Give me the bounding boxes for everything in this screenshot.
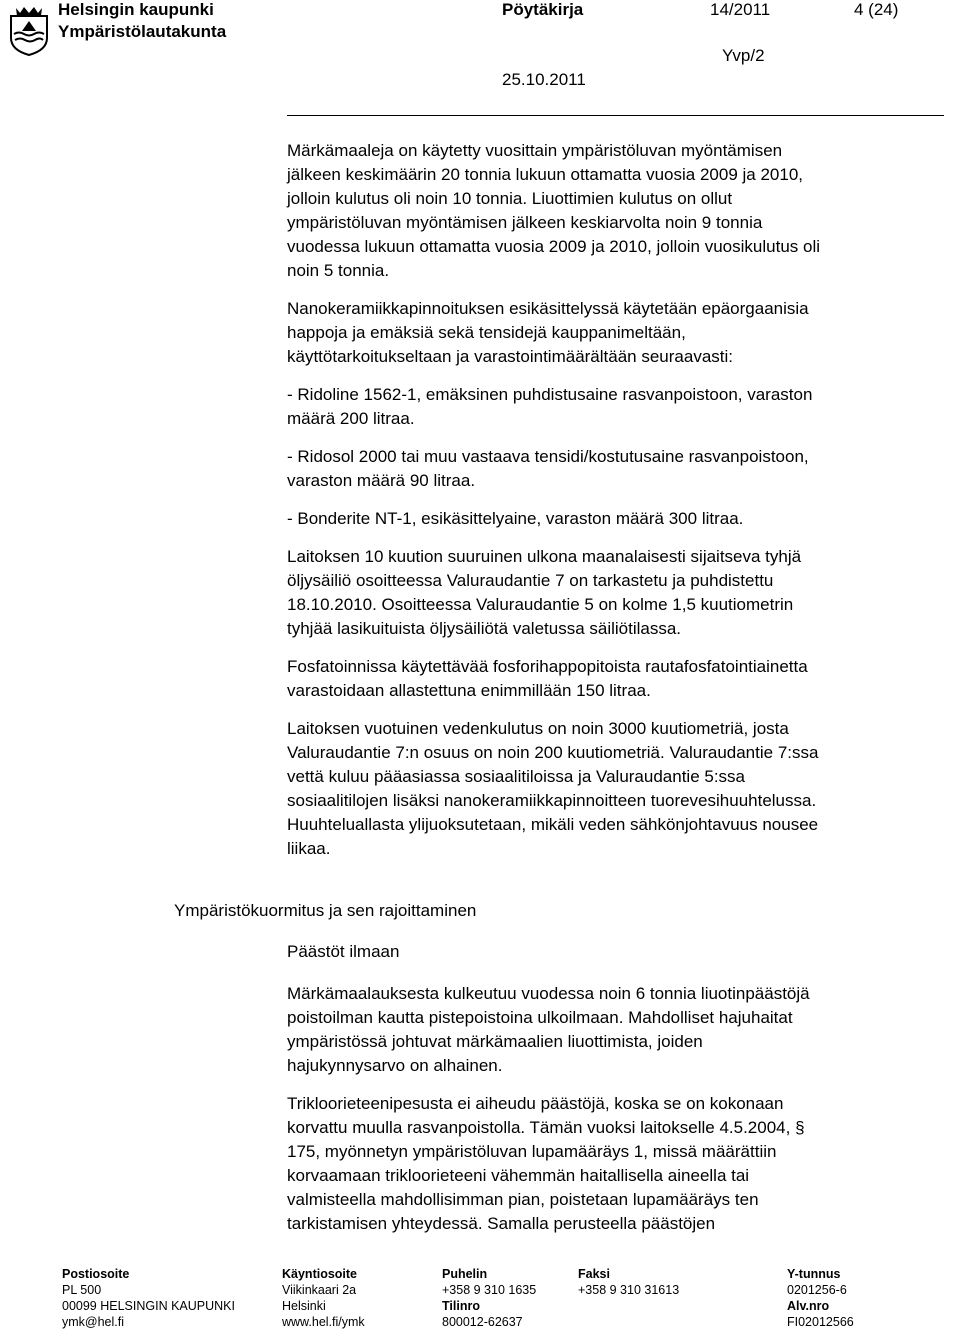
page-number: 4 (24) bbox=[854, 0, 899, 19]
list-item: - Ridosol 2000 tai muu vastaava tensidi/kostutusaine rasvanpoistoon, varaston määrä 90 litraa. bbox=[287, 447, 809, 490]
paragraph: Nanokeramiikkapinnoituksen esikäsittelyssä käytetään epäorgaanisia happoja ja emäksiä sekä tensidejä kauppanimeltään, käyttötarkoitukseltaan ja varastointimäärältään seuraavasti: bbox=[287, 299, 809, 366]
footer-postal-address: Postiosoite PL 500 00099 HELSINGIN KAUPUNKI ymk@hel.fi bbox=[62, 1267, 235, 1329]
section-code: Yvp/2 bbox=[722, 46, 765, 65]
footer-visiting-address: Käyntiosoite Viikinkaari 2a Helsinki www.hel.fi/ymk bbox=[282, 1267, 365, 1329]
footer-phone: Puhelin +358 9 310 1635 Tilinro 800012-62637 bbox=[442, 1267, 537, 1329]
header-rule bbox=[287, 115, 944, 116]
doc-number: 14/2011 bbox=[710, 0, 771, 19]
list-item: - Ridoline 1562-1, emäksinen puhdistusaine rasvanpoistoon, varaston määrä 200 litraa. bbox=[287, 385, 813, 428]
body-top bbox=[287, 139, 947, 861]
subsection-heading: Päästöt ilmaan bbox=[287, 942, 400, 961]
footer-business-id: Y-tunnus 0201256-6 Alv.nro FI02012566 bbox=[787, 1267, 854, 1329]
section-heading: Ympäristökuormitus ja sen rajoittaminen bbox=[174, 901, 477, 920]
org-name: Helsingin kaupunki bbox=[58, 0, 214, 19]
paragraph: Laitoksen 10 kuution suuruinen ulkona maanalaisesti sijaitseva tyhjä öljysäiliö osoitteessa Valuraudantie 7 on tarkastetu ja puhdistettu 18.10.2010. Osoitteessa Valuraudantie 5 on kolme 1,5 kuutiometrin tyhjää lasikuituista öljysäiliötä valetussa säiliötilassa. bbox=[287, 547, 802, 638]
body-bottom bbox=[287, 982, 947, 1236]
helsinki-crest-logo bbox=[8, 4, 50, 56]
doc-type: Pöytäkirja bbox=[502, 0, 584, 19]
footer-fax: Faksi +358 9 310 31613 bbox=[578, 1267, 680, 1297]
paragraph: Märkämaalauksesta kulkeutuu vuodessa noin 6 tonnia liuotinpäästöjä poistoilman kautta pistepoistoina ulkoilmaan. Mahdolliset hajuhaitat ympäristössä johtuvat märkämaalien liuottimista, joiden hajukynnysarvo on alhainen. bbox=[287, 984, 810, 1075]
paragraph: Fosfatoinnissa käytettävää fosforihappopitoista rautafosfatointiainetta varastoidaan allastettuna enimmillään 150 litraa. bbox=[287, 657, 808, 700]
list-item: - Bonderite NT-1, esikäsittelyaine, varaston määrä 300 litraa. bbox=[287, 509, 744, 528]
unit-name: Ympäristölautakunta bbox=[58, 22, 227, 41]
paragraph: Laitoksen vuotuinen vedenkulutus on noin 3000 kuutiometriä, josta Valuraudantie 7:n osuus on noin 200 kuutiometriä. Valuraudantie 7:ssa vettä kuluu pääasiassa sosiaalitiloissa ja Valuraudantie 5:ssa sosiaalitilojen lisäksi nanokeramiikkapinnoitteen tuorevesihuuhtelussa. Huuhteluallasta ylijuoksutetaan, mikäli veden sähkönjohtavuus nousee liikaa. bbox=[287, 719, 819, 858]
paragraph: Trikloorieteenipesusta ei aiheudu päästöjä, koska se on kokonaan korvattu muulla rasvanpoistolla. Tämän vuoksi laitokselle 4.5.2004, § 175, myönnetyn ympäristöluvan lupamääräys 1, missä määrättiin korvaamaan trikloorieteeni vähemmän haitallisella aineella tai valmisteella mahdollisimman pian, poistetaan lupamääräys ten tarkistamisen yhteydessä. Samalla perusteella päästöjen bbox=[287, 1094, 805, 1233]
meeting-date: 25.10.2011 bbox=[502, 70, 586, 89]
paragraph: Märkämaaleja on käytetty vuosittain ympäristöluvan myöntämisen jälkeen keskimäärin 20 tonnia lukuun ottamatta vuosia 2009 ja 2010, jolloin kulutus oli noin 10 tonnia. Liuottimien kulutus on ollut ympäristöluvan myöntämisen jälkeen keskiarvolta noin 9 tonnia vuodessa lukuun ottamatta vuosia 2009 ja 2010, jolloin vuosikulutus oli noin 5 tonnia. bbox=[287, 141, 821, 280]
